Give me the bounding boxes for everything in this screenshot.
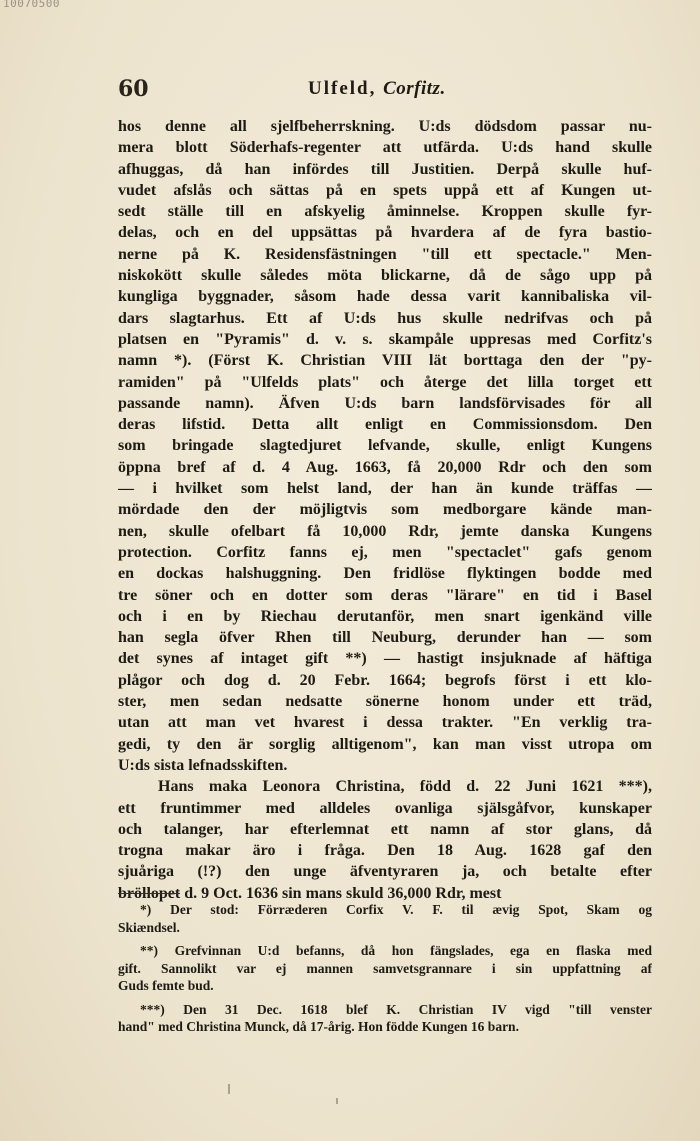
text-line: namn *). (Först K. Christian VIII lät borttaga den der "py- (118, 352, 652, 370)
text-line: utan att man vet hvarest i dessa trakter. "En verklig tra- (118, 714, 652, 732)
text-line: och i en by Riechau derutanför, men snart igenkänd ville (118, 607, 652, 625)
scan-identifier: 10070500 (3, 0, 60, 10)
footnote-line: **) Grefvinnan U:d befanns, då hon fängslades, ega en flaska med (140, 943, 652, 958)
text-line: öppna bref af d. 4 Aug. 1663, få 20,000 Rdr och den som (118, 458, 652, 476)
text-line: niskokött skulle således möta blickarne, då de sågo upp på (118, 267, 652, 285)
text-line: plågor och dog d. 20 Febr. 1664; begrofs först i ett klo- (118, 671, 652, 689)
text-line: U:ds sista lefnadsskiften. (118, 756, 288, 774)
text-line: mera blott Söderhafs-regenter att utfärda. U:ds hand skulle (118, 139, 652, 157)
footnote-line: Skiændsel. (118, 919, 180, 935)
text-line: en dockas halshuggning. Den fridlöse flyktingen bodde med (118, 565, 652, 583)
text-line: ett fruntimmer med alldeles ovanliga själsgåfvor, kunskaper (118, 799, 652, 817)
text-line: bröllopet d. 9 Oct. 1636 sin mans skuld 36,000 Rdr, mest (118, 884, 502, 902)
text-line: han segla öfver Rhen till Neuburg, derunder han — som (118, 629, 652, 647)
running-title-italic: Corfitz. (383, 78, 446, 99)
footnote (118, 1001, 652, 1036)
main-text (118, 116, 652, 904)
scan-mark (336, 1098, 338, 1104)
text-line: dars slagtarhus. Ett af U:ds hus skulle nedrifvas och på (118, 309, 652, 327)
text-line: — i hvilket som helst land, der han än kunde träffas — (118, 480, 652, 498)
text-line: delas, och en del uppsättas på hvardera af de fyra bastio- (118, 224, 652, 242)
text-line: mördade den der möjligtvis som medborgare kände man- (118, 501, 652, 519)
text-line: trogna makar äro i fråga. Den 18 Aug. 1628 gaf den (118, 842, 652, 860)
text-line: ster, men sedan nedsatte sönerne honom under ett träd, (118, 693, 652, 711)
running-title (308, 78, 446, 100)
footnotes (118, 901, 652, 1042)
footnote-line: hand" med Christina Munck, då 17-årig. Hon födde Kungen 16 barn. (118, 1019, 519, 1034)
footnote-divider (118, 893, 180, 894)
footnote (118, 901, 652, 936)
footnote-line: Guds femte bud. (118, 978, 214, 993)
text-line: som bringade slagtedjuret lefvande, skulle, enligt Kungens (118, 437, 652, 455)
text-line: sjuåriga (!?) den unge äfventyraren ja, och betalte efter (118, 863, 652, 881)
text-line: vudet afslås och sättas på en spets uppå ett af Kungen ut- (118, 181, 652, 199)
running-title-name: Ulfeld, (308, 78, 377, 99)
text-line: nerne på K. Residensfästningen "till ett spectacle." Men- (118, 245, 652, 263)
text-line: hos denne all sjelfbeherrskning. U:ds dödsdom passar nu- (118, 118, 652, 135)
text-line: Hans maka Leonora Christina, född d. 22 Juni 1621 ***), (158, 778, 652, 796)
page-header (118, 76, 652, 106)
footnote-line: ***) Den 31 Dec. 1618 blef K. Christian IV vigd "till venster (140, 1001, 652, 1017)
text-line: nen, skulle ofelbart få 10,000 Rdr, jemte danska Kungens (118, 522, 652, 540)
text-line: platsen en "Pyramis" d. v. s. skampåle uppresas med Corfitz's (118, 330, 652, 348)
footnote-line: gift. Sannolikt var ej mannen samvetsgrannare i sin uppfattning af (118, 960, 652, 976)
footnote (118, 942, 652, 995)
text-line: deras lifstid. Detta allt enligt en Commissionsdom. Den (118, 416, 652, 434)
text-line: afhuggas, då han infördes till Justitien. Derpå skulle huf- (118, 160, 652, 178)
text-line: ramiden" på "Ulfelds plats" och återge det lilla torget ett (118, 373, 652, 391)
footnote-line: *) Der stod: Förræderen Corfix V. F. til ævig Spot, Skam og (140, 902, 652, 917)
text-line: sedt ställe till en afskyelig åminnelse. Kroppen skulle fyr- (118, 203, 652, 221)
text-line: kungliga byggnader, såsom hade dessa varit kannibaliska vil- (118, 288, 652, 306)
text-line: tre söner och en dotter som deras "lärare" en tid i Basel (118, 586, 652, 604)
text-line: det synes af intaget gift **) — hastigt insjuknade af häftiga (118, 650, 652, 668)
page-number: 60 (118, 76, 149, 102)
text-line: och talanger, har efterlemnat ett namn af stor glans, då (118, 820, 652, 838)
scan-mark (228, 1084, 230, 1094)
text-line: passande namn). Äfven U:ds barn landsförvisades för all (118, 394, 652, 412)
text-line: protection. Corfitz fanns ej, men "spectaclet" gafs genom (118, 543, 652, 561)
text-line: gedi, ty den är sorglig alltigenom", kan man visst utropa om (118, 735, 652, 753)
